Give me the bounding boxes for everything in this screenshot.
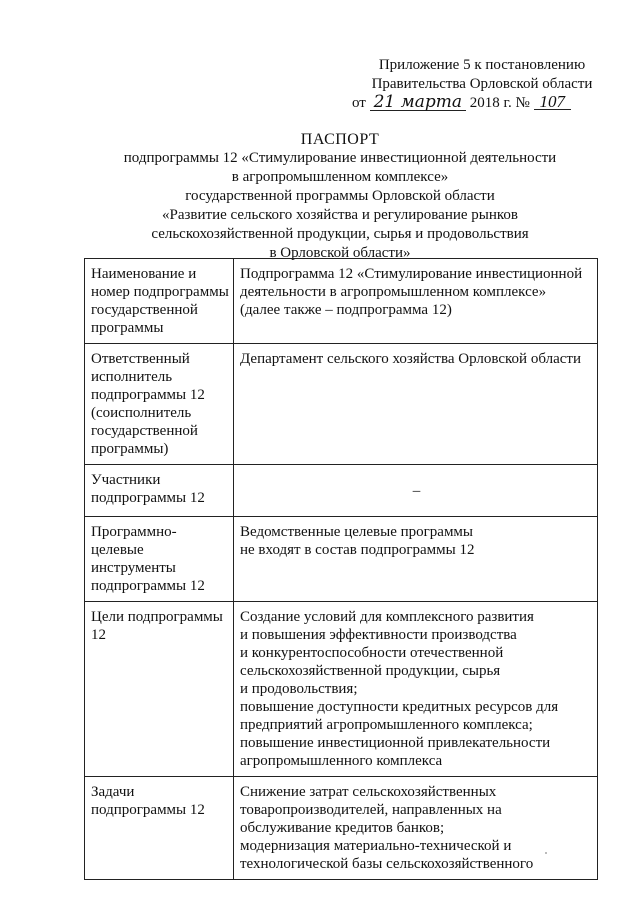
label-line: подпрограммы 12: [91, 387, 205, 403]
table-row: [85, 517, 598, 602]
title-heading: ПАСПОРТ: [300, 131, 380, 148]
label-line: государственной: [91, 423, 198, 439]
label-line: подпрограммы 12: [91, 802, 205, 818]
title-line-4: «Развитие сельского хозяйства и регулирование рынков: [161, 207, 518, 223]
year-label: 2018 г. №: [469, 95, 530, 111]
title-line-5: сельскохозяйственной продукции, сырья и продовольствия: [151, 226, 529, 242]
value-line: и продовольствия;: [240, 681, 358, 697]
value-line: Департамент сельского хозяйства Орловской области: [240, 351, 581, 367]
value-line: (далее также – подпрограмма 12): [240, 302, 452, 318]
appendix-line-2: Правительства Орловской области: [371, 76, 593, 92]
passport-table: [84, 258, 598, 880]
handwritten-number: 107: [534, 94, 572, 110]
scan-speck: [545, 852, 547, 854]
label-line: номер подпрограммы: [91, 284, 229, 300]
table-row: [85, 777, 598, 880]
table-row: [85, 259, 598, 344]
appendix-block: [352, 56, 612, 113]
document-title: [80, 130, 600, 263]
label-line: Программно-целевые: [91, 524, 177, 558]
label-line: государственной: [91, 302, 198, 318]
handwritten-date: 21 марта: [370, 95, 466, 111]
value-line: предприятий агропромышленного комплекса;: [240, 717, 533, 733]
value-line: Создание условий для комплексного развития: [240, 609, 534, 625]
value-line: повышение доступности кредитных ресурсов для: [240, 699, 559, 715]
label-line: Цели подпрограммы: [91, 609, 223, 625]
label-line: (соисполнитель: [91, 405, 192, 421]
from-label: от: [352, 95, 366, 111]
label-line: программы: [91, 320, 164, 336]
table-row: [85, 602, 598, 777]
value-line: деятельности в агропромышленном комплексе»: [240, 284, 547, 300]
label-line: 12: [91, 627, 106, 643]
value-line: товаропроизводителей, направленных на: [240, 802, 502, 818]
appendix-date-line: [352, 94, 612, 113]
label-line: Участники: [91, 472, 161, 488]
table-row: [85, 465, 598, 517]
label-line: инструменты: [91, 560, 176, 576]
value-line: и повышения эффективности производства: [240, 627, 517, 643]
row-value: [234, 259, 598, 344]
row-value: [234, 777, 598, 880]
row-label: [85, 517, 234, 602]
title-line-3: государственной программы Орловской области: [185, 188, 495, 204]
row-label: [85, 259, 234, 344]
table-row: [85, 344, 598, 465]
row-label: [85, 602, 234, 777]
appendix-line-1: Приложение 5 к постановлению: [378, 57, 586, 73]
value-line: и конкурентоспособности отечественной: [240, 645, 504, 661]
label-line: исполнитель: [91, 369, 173, 385]
label-line: подпрограммы 12: [91, 578, 205, 594]
row-value: [234, 517, 598, 602]
row-label: [85, 465, 234, 517]
label-line: Наименование и: [91, 266, 197, 282]
value-line: сельскохозяйственной продукции, сырья: [240, 663, 501, 679]
title-line-6: в Орловской области»: [269, 245, 411, 261]
label-line: Ответственный: [91, 351, 190, 367]
row-label: [85, 344, 234, 465]
row-value: [234, 465, 598, 517]
value-line: Подпрограмма 12 «Стимулирование инвестиционной: [240, 266, 583, 282]
value-line: технологической базы сельскохозяйственного: [240, 856, 534, 872]
value-line: не входят в состав подпрограммы 12: [240, 542, 475, 558]
title-line-2: в агропромышленном комплексе»: [231, 169, 449, 185]
value-line: обслуживание кредитов банков;: [240, 820, 445, 836]
row-label: [85, 777, 234, 880]
row-value: [234, 344, 598, 465]
value-line: Снижение затрат сельскохозяйственных: [240, 784, 497, 800]
value-line: модернизация материально-технической и: [240, 838, 512, 854]
label-line: Задачи: [91, 784, 135, 800]
title-line-1: подпрограммы 12 «Стимулирование инвестиционной деятельности: [123, 150, 557, 166]
value-line: повышение инвестиционной привлекательности: [240, 735, 551, 751]
value-line: –: [412, 482, 421, 499]
value-line: агропромышленного комплекса: [240, 753, 443, 769]
label-line: подпрограммы 12: [91, 490, 205, 506]
value-line: Ведомственные целевые программы: [240, 524, 474, 540]
label-line: программы): [91, 441, 169, 457]
row-value: [234, 602, 598, 777]
